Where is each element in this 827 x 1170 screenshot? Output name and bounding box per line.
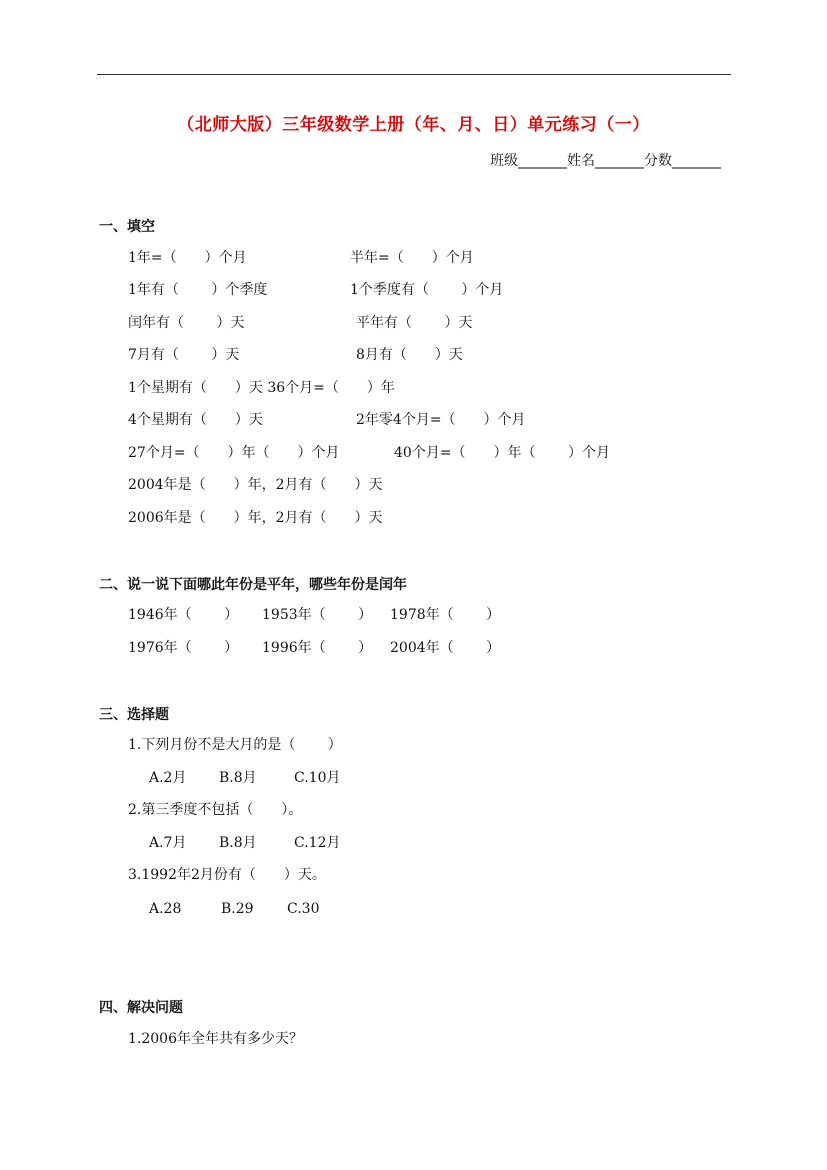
choice-option: C.30: [287, 901, 320, 917]
fill-item: 1年=（ ）个月: [128, 250, 247, 266]
choice-question: 3.1992年2月份有（ ）天。: [128, 867, 326, 883]
fill-item: 4个星期有（ ）天: [128, 412, 263, 428]
choice-option: C.12月: [294, 835, 341, 851]
fill-item: 8月有（ ）天: [356, 347, 463, 363]
year-item: 1976年（ ）: [128, 640, 239, 656]
choice-option: B.8月: [219, 770, 257, 786]
choice-option: B.8月: [219, 835, 257, 851]
fill-item: 2004年是（ ）年，2月有（ ）天: [128, 477, 383, 493]
problem-question: 1.2006年全年共有多少天？: [128, 1031, 303, 1047]
fill-item: 2006年是（ ）年，2月有（ ）天: [128, 510, 383, 526]
fill-item: 40个月=（ ）年（ ）个月: [394, 445, 610, 461]
year-item: 1996年（ ）: [262, 640, 373, 656]
fill-item: 1年有（ ）个季度: [128, 282, 268, 298]
choice-option: B.29: [221, 901, 254, 917]
header-rule: [97, 74, 731, 75]
fill-item: 2年零4个月=（ ）个月: [356, 412, 526, 428]
fill-item: 27个月=（ ）年（ ）个月: [128, 445, 340, 461]
fill-item: 1个星期有（ ）天 36个月=（ ）年: [128, 380, 395, 396]
section4-heading: 四、解决问题: [99, 1000, 183, 1016]
choice-option: C.10月: [294, 770, 341, 786]
section3-heading: 三、选择题: [99, 707, 169, 723]
fill-item: 闰年有（ ）天: [128, 315, 245, 331]
choice-question: 2.第三季度不包括（ ）。: [128, 802, 303, 818]
section1-heading: 一、填空: [99, 219, 155, 235]
choice-option: A.7月: [149, 835, 187, 851]
year-item: 1946年（ ）: [128, 607, 239, 623]
choice-question: 1.下列月份不是大月的是（ ）: [128, 737, 342, 753]
choice-option: A.28: [149, 901, 182, 917]
fill-item: 半年=（ ）个月: [350, 250, 474, 266]
year-item: 2004年（ ）: [390, 640, 501, 656]
student-info-line: 班级_______姓名_______分数_______: [490, 153, 721, 169]
fill-item: 1个季度有（ ）个月: [350, 282, 504, 298]
choice-option: A.2月: [149, 770, 187, 786]
page-title: （北师大版）三年级数学上册（年、月、日）单元练习（一）: [177, 115, 650, 135]
fill-item: 7月有（ ）天: [128, 347, 240, 363]
year-item: 1953年（ ）: [262, 607, 373, 623]
section2-heading: 二、说一说下面哪此年份是平年，哪些年份是闰年: [99, 577, 407, 593]
year-item: 1978年（ ）: [390, 607, 501, 623]
fill-item: 平年有（ ）天: [356, 315, 473, 331]
